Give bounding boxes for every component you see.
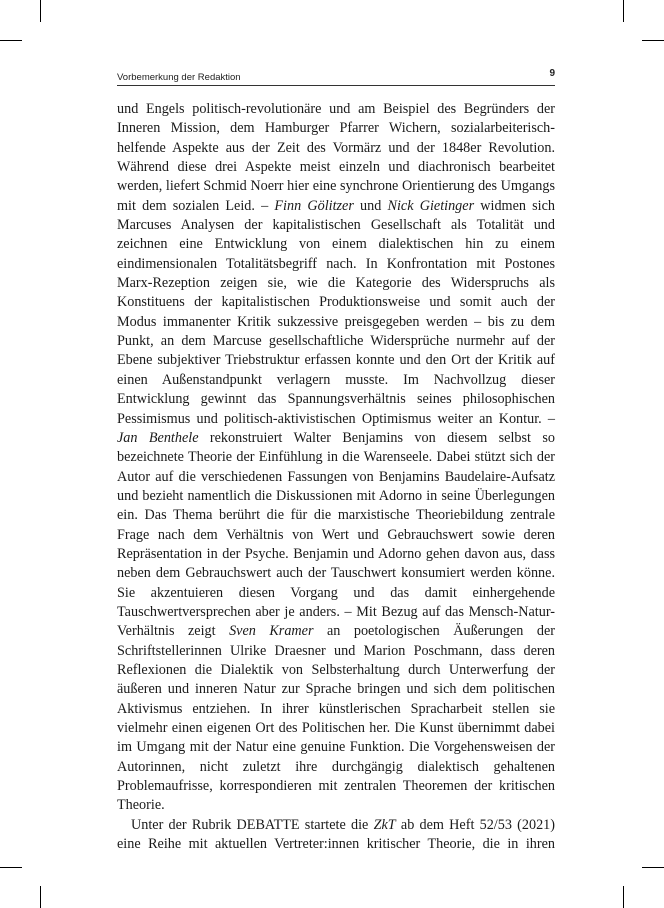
page-number: 9: [549, 68, 555, 79]
author-name: Jan Benthele: [117, 429, 199, 446]
author-name: Finn Gölitzer: [274, 197, 354, 214]
text-span: widmen sich Marcuses Analysen der kapitalistischen Gesellschaft als Totalität und zeichnen eine Entwicklung von einem dialektischen hin zu einem eindimensionalen Totalitätsbegriff nach. In Konfrontation mit Postones Marx-Rezeption zeigen sie, wie die Kategorie des Widerspruchs als Konstituens der kapitalistischen Produktionsweise und somit auch der Modus immanenter Kritik sukzessive preisgegeben werden – bis zu dem Punkt, an dem Marcuse gesellschaftliche Widersprüche nurmehr auf der Ebene subjektiver Triebstruktur erfassen konnte und den Ort der Kritik auf einen Außenstandpunkt verlagern musste. Im Nachvollzug dieser Entwicklung gewinnt das Spannungsverhältnis seines philosophischen Pessimismus und politisch-aktivistischen Optimismus weiter an Kontur. –: [117, 197, 556, 427]
crop-mark-bottom-left-v: [40, 886, 41, 908]
crop-mark-top-left-v: [40, 0, 41, 22]
crop-mark-bottom-right-h: [642, 867, 664, 868]
text-span: Unter der Rubrik DEBATTE startete die: [131, 816, 374, 833]
journal-title: ZkT: [373, 816, 396, 833]
body-text: [117, 100, 555, 854]
crop-mark-top-left-h: [0, 40, 22, 41]
text-span: an poetologischen Äußerungen der Schriftstellerinnen Ulrike Draesner und Marion Poschmann, dass deren Reflexionen die Dialektik von Selbsterhaltung durch Unterwerfung der äußeren und inneren Natur zur Sprache bringen und sich dem politischen Aktivismus entziehen. In ihrer künstlerischen Spracharbeit stellen sie vielmehr einen eigenen Ort des Politischen her. Die Kunst übernimmt dabei im Umgang mit der Natur eine genuine Funktion. Die Vorgehensweisen der Autorinnen, nicht zuletzt ihre durchgängig dialektisch gehaltenen Problemaufrisse, korrespondieren mit zentralen Theoremen der kritischen Theorie.: [117, 623, 555, 814]
paragraph-1: [117, 100, 555, 816]
text-span: rekonstruiert Walter Benjamins von diesem selbst so bezeichnete Theorie der Einfühlung in die Warenseele. Dabei stützt sich der Autor auf die verschiedenen Fassungen von Benjamins Baudelaire-Aufsatz und bezieht namentlich die Diskussionen mit Adorno in seine Überlegungen ein. Das Thema berührt die für die marxistische Theoriebildung zentrale Frage nach dem Verhältnis von Wert und Gebrauchswert sowie deren Repräsentation in der Psyche. Benjamin und Adorno gehen davon aus, dass neben dem Gebrauchswert auch der Tauschwert konsumiert werden könne. Sie akzentuieren diesen Vorgang und das damit einhergehende Tauschwertversprechen aber je anders. – Mit Bezug auf das Mensch-Natur-Verhältnis zeigt: [117, 429, 555, 640]
text-span: und: [353, 197, 388, 214]
running-head: [117, 68, 555, 84]
crop-mark-bottom-left-h: [0, 867, 22, 868]
crop-mark-bottom-right-v: [623, 886, 624, 908]
running-title: Vorbemerkung der Redaktion: [117, 72, 241, 83]
crop-mark-top-right-v: [623, 0, 624, 22]
author-name: Sven Kramer: [229, 623, 314, 640]
text-span: und Engels politisch-revolutionäre und am Beispiel des Begründers der Inneren Mission, dem Hamburger Pfarrer Wichern, sozialarbeiterisch-helfende Aspekte aus der Zeit des Vormärz und der 1848er Revolution. Während diese drei Aspekte meist einzeln und diachronisch bearbeitet werden, liefert Schmid Noerr hier eine synchrone Orientierung des Umgangs mit dem sozialen Leid. –: [117, 101, 555, 214]
author-name: Nick Gietinger: [387, 197, 475, 214]
crop-mark-top-right-h: [642, 40, 664, 41]
text-span: ab dem Heft 52/53 (2021) eine Reihe mit aktuellen Vertreter:innen kritischer Theorie, die in ihren: [117, 816, 555, 853]
header-rule: [117, 85, 555, 86]
paragraph-2: [117, 816, 555, 855]
